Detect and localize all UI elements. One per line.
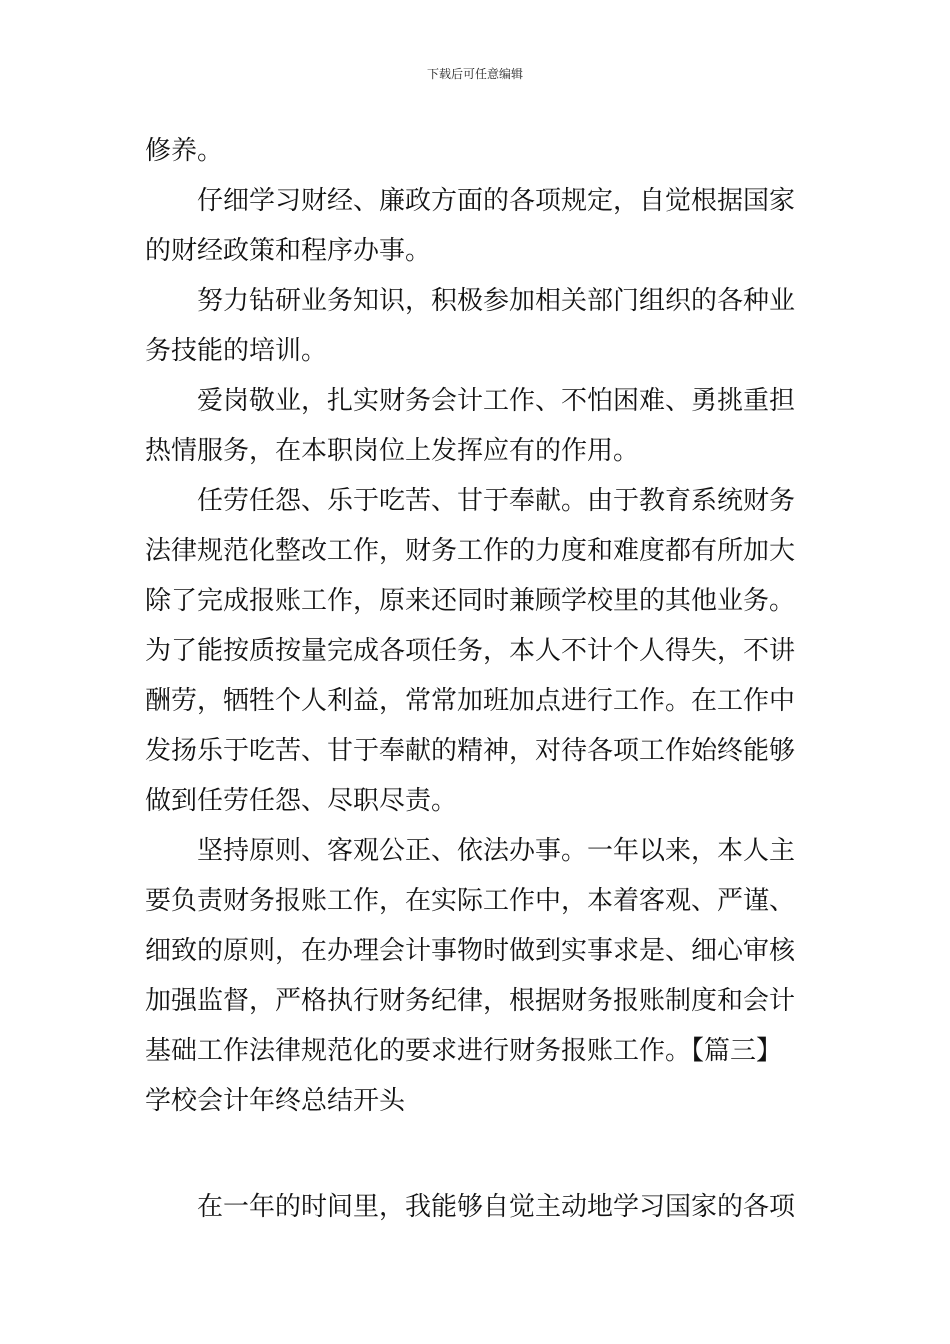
text-line: 加强监督，严格执行财务纪律，根据财务报账制度和会计 <box>145 986 796 1016</box>
text-line: 为了能按质按量完成各项任务，本人不计个人得失，不讲 <box>145 636 796 666</box>
blank-line <box>145 1126 807 1182</box>
text-line: 酬劳，牺牲个人利益，常常加班加点进行工作。在工作中 <box>145 686 796 716</box>
paragraph-line: 任劳任怨、乐于吃苦、甘于奉献。由于教育系统财务 <box>197 486 796 516</box>
paragraph-line: 坚持原则、客观公正、依法办事。一年以来，本人主 <box>197 836 796 866</box>
text-line: 要负责财务报账工作，在实际工作中，本着客观、严谨、 <box>145 886 796 916</box>
text-line: 发扬乐于吃苦、甘于奉献的精神，对待各项工作始终能够 <box>145 736 796 766</box>
paragraph-line: 努力钻研业务知识，积极参加相关部门组织的各种业 <box>197 286 796 316</box>
text-line: 法律规范化整改工作，财务工作的力度和难度都有所加大 <box>145 536 796 566</box>
page-header: 下载后可任意编辑 <box>426 67 523 81</box>
section-title-line: 学校会计年终总结开头 <box>145 1086 406 1116</box>
paragraph-line: 在一年的时间里，我能够自觉主动地学习国家的各项 <box>197 1192 796 1222</box>
text-line: 修养。 <box>145 136 224 166</box>
text-line: 除了完成报账工作，原来还同时兼顾学校里的其他业务。 <box>145 586 796 616</box>
text-line: 的财经政策和程序办事。 <box>145 236 432 266</box>
paragraph-line: 仔细学习财经、廉政方面的各项规定，自觉根据国家 <box>197 186 796 216</box>
paragraph-line: 爱岗敬业，扎实财务会计工作、不怕困难、勇挑重担 <box>197 386 796 416</box>
text-line: 务技能的培训。 <box>145 336 328 366</box>
text-line: 做到任劳任怨、尽职尽责。 <box>145 786 458 816</box>
document-body <box>145 126 807 1232</box>
text-line: 热情服务，在本职岗位上发挥应有的作用。 <box>145 436 640 466</box>
text-line: 基础工作法律规范化的要求进行财务报账工作。【篇三】 <box>145 1036 783 1066</box>
text-line: 细致的原则，在办理会计事物时做到实事求是、细心审核 <box>145 936 796 966</box>
